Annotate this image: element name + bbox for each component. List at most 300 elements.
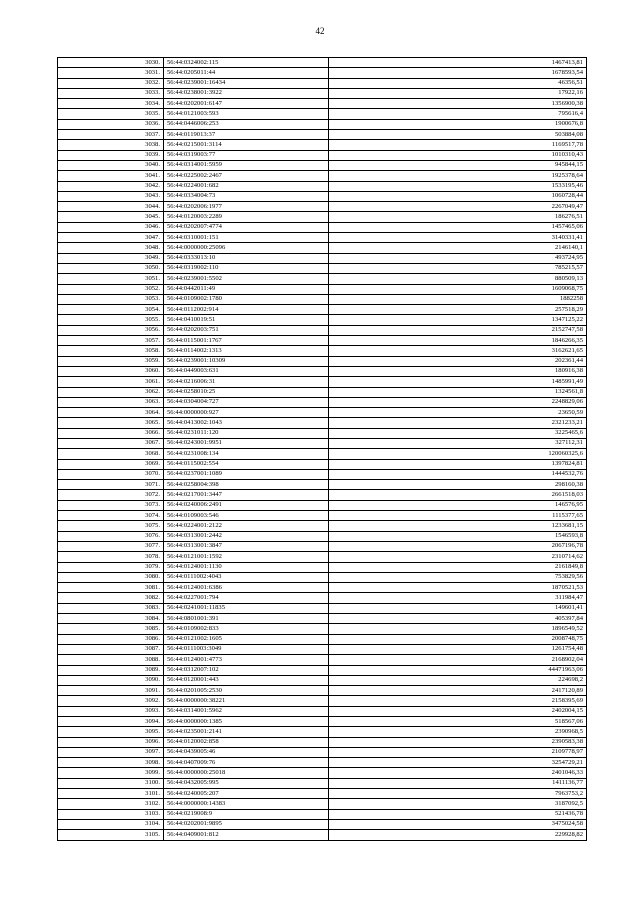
table-row [58, 778, 587, 788]
row-number-cell: 3092. [58, 696, 164, 706]
row-number-cell: 3094. [58, 717, 164, 727]
table-row [58, 346, 587, 356]
table-row [58, 521, 587, 531]
table-row [58, 305, 587, 315]
value-cell: 1115377,65 [329, 511, 587, 521]
value-cell: 3225465,6 [329, 428, 587, 438]
cadastral-number-cell: 56:44:0231008:134 [164, 449, 329, 459]
value-cell: 2401046,33 [329, 768, 587, 778]
value-cell: 753829,56 [329, 572, 587, 582]
row-number-cell: 3104. [58, 819, 164, 829]
row-number-cell: 3072. [58, 490, 164, 500]
row-number-cell: 3079. [58, 562, 164, 572]
value-cell: 229928,82 [329, 830, 587, 840]
table-row [58, 449, 587, 459]
value-cell: 1900676,8 [329, 119, 587, 129]
row-number-cell: 3082. [58, 593, 164, 603]
table-row [58, 696, 587, 706]
value-cell: 311984,47 [329, 593, 587, 603]
cadastral-number-cell: 56:44:0120001:443 [164, 675, 329, 685]
row-number-cell: 3039. [58, 150, 164, 160]
table-row [58, 68, 587, 78]
table-row [58, 717, 587, 727]
cadastral-number-cell: 56:44:0413002:1043 [164, 418, 329, 428]
cadastral-number-cell: 56:44:0219008:9 [164, 809, 329, 819]
value-cell: 17922,16 [329, 88, 587, 98]
table-row [58, 459, 587, 469]
value-cell: 1467413,81 [329, 58, 587, 68]
value-cell: 2310714,62 [329, 552, 587, 562]
row-number-cell: 3046. [58, 222, 164, 232]
value-cell: 3475024,58 [329, 819, 587, 829]
table-row [58, 294, 587, 304]
cadastral-number-cell: 56:44:0227001:794 [164, 593, 329, 603]
value-cell: 298160,38 [329, 480, 587, 490]
value-cell: 2161849,8 [329, 562, 587, 572]
cadastral-number-cell: 56:44:0111002:4043 [164, 572, 329, 582]
table-row [58, 160, 587, 170]
table-row [58, 819, 587, 829]
row-number-cell: 3103. [58, 809, 164, 819]
cadastral-number-cell: 56:44:0239001:5502 [164, 274, 329, 284]
value-cell: 224698,2 [329, 675, 587, 685]
row-number-cell: 3102. [58, 799, 164, 809]
cadastral-number-cell: 56:44:0201005:2530 [164, 686, 329, 696]
cadastral-number-cell: 56:44:0801001:391 [164, 614, 329, 624]
table-row [58, 274, 587, 284]
table-row [58, 583, 587, 593]
cadastral-number-cell: 56:44:0000000:25018 [164, 768, 329, 778]
table-row [58, 233, 587, 243]
table-row [58, 408, 587, 418]
cadastral-number-cell: 56:44:0202007:4774 [164, 222, 329, 232]
table-row [58, 675, 587, 685]
row-number-cell: 3063. [58, 397, 164, 407]
table-row [58, 109, 587, 119]
table-row [58, 356, 587, 366]
row-number-cell: 3032. [58, 78, 164, 88]
table-row [58, 284, 587, 294]
row-number-cell: 3083. [58, 603, 164, 613]
cadastral-number-cell: 56:44:0324002:115 [164, 58, 329, 68]
value-cell: 146576,95 [329, 500, 587, 510]
value-cell: 2417120,89 [329, 686, 587, 696]
cadastral-number-cell: 56:44:0231011:120 [164, 428, 329, 438]
cadastral-number-cell: 56:44:0235001:2141 [164, 727, 329, 737]
cadastral-number-cell: 56:44:0224001:2122 [164, 521, 329, 531]
table-row [58, 263, 587, 273]
cadastral-number-cell: 56:44:0304004:727 [164, 397, 329, 407]
value-cell: 1609068,75 [329, 284, 587, 294]
value-cell: 202361,44 [329, 356, 587, 366]
row-number-cell: 3068. [58, 449, 164, 459]
value-cell: 2321233,21 [329, 418, 587, 428]
table-row [58, 562, 587, 572]
table-row [58, 58, 587, 68]
cadastral-number-cell: 56:44:0314001:5962 [164, 706, 329, 716]
row-number-cell: 3052. [58, 284, 164, 294]
cadastral-number-cell: 56:44:0205011:44 [164, 68, 329, 78]
cadastral-number-cell: 56:44:0319002:110 [164, 263, 329, 273]
row-number-cell: 3041. [58, 171, 164, 181]
value-cell: 2390968,5 [329, 727, 587, 737]
table-row [58, 706, 587, 716]
value-cell: 493724,95 [329, 253, 587, 263]
cadastral-number-cell: 56:44:0409001:812 [164, 830, 329, 840]
table-row [58, 222, 587, 232]
cadastral-number-cell: 56:44:0124001:4773 [164, 655, 329, 665]
row-number-cell: 3096. [58, 737, 164, 747]
value-cell: 23650,59 [329, 408, 587, 418]
value-cell: 795616,4 [329, 109, 587, 119]
value-cell: 880509,13 [329, 274, 587, 284]
table-row [58, 212, 587, 222]
table-row [58, 119, 587, 129]
cadastral-number-cell: 56:44:0121002:1605 [164, 634, 329, 644]
value-cell: 327112,31 [329, 438, 587, 448]
value-cell: 521436,78 [329, 809, 587, 819]
table-row [58, 624, 587, 634]
table-row [58, 140, 587, 150]
value-cell: 44471963,06 [329, 665, 587, 675]
table-row [58, 253, 587, 263]
cadastral-number-cell: 56:44:0314001:5959 [164, 160, 329, 170]
cadastral-number-cell: 56:44:0112002:914 [164, 305, 329, 315]
table-row [58, 634, 587, 644]
row-number-cell: 3060. [58, 366, 164, 376]
table-row [58, 428, 587, 438]
table-row [58, 78, 587, 88]
row-number-cell: 3070. [58, 469, 164, 479]
row-number-cell: 3050. [58, 263, 164, 273]
value-cell: 1925378,64 [329, 171, 587, 181]
table-row [58, 655, 587, 665]
row-number-cell: 3087. [58, 644, 164, 654]
table-row [58, 541, 587, 551]
cadastral-number-cell: 56:44:0114002:1313 [164, 346, 329, 356]
row-number-cell: 3053. [58, 294, 164, 304]
value-cell: 1882258 [329, 294, 587, 304]
value-cell: 1233681,15 [329, 521, 587, 531]
cadastral-number-cell: 56:44:0124001:1130 [164, 562, 329, 572]
cadastral-number-cell: 56:44:0109002:833 [164, 624, 329, 634]
table-row [58, 799, 587, 809]
row-number-cell: 3097. [58, 747, 164, 757]
value-cell: 1010310,43 [329, 150, 587, 160]
cadastral-number-cell: 56:44:0312007:102 [164, 665, 329, 675]
table-row [58, 202, 587, 212]
value-cell: 2402004,15 [329, 706, 587, 716]
row-number-cell: 3055. [58, 315, 164, 325]
row-number-cell: 3075. [58, 521, 164, 531]
value-cell: 3140331,41 [329, 233, 587, 243]
value-cell: 1485991,49 [329, 377, 587, 387]
table-row [58, 397, 587, 407]
row-number-cell: 3035. [58, 109, 164, 119]
table-row [58, 603, 587, 613]
table-row [58, 315, 587, 325]
cadastral-number-cell: 56:44:0442011:49 [164, 284, 329, 294]
row-number-cell: 3098. [58, 758, 164, 768]
row-number-cell: 3095. [58, 727, 164, 737]
cadastral-number-cell: 56:44:0224001:682 [164, 181, 329, 191]
cadastral-number-cell: 56:44:0439005:46 [164, 747, 329, 757]
value-cell: 2248829,06 [329, 397, 587, 407]
row-number-cell: 3061. [58, 377, 164, 387]
cadastral-number-cell: 56:44:0115002:554 [164, 459, 329, 469]
row-number-cell: 3099. [58, 768, 164, 778]
row-number-cell: 3086. [58, 634, 164, 644]
row-number-cell: 3081. [58, 583, 164, 593]
table-row [58, 665, 587, 675]
value-cell: 1546593,8 [329, 531, 587, 541]
cadastral-number-cell: 56:44:0238001:3922 [164, 88, 329, 98]
table-row [58, 552, 587, 562]
value-cell: 785215,57 [329, 263, 587, 273]
value-cell: 1411136,77 [329, 778, 587, 788]
value-cell: 1846266,35 [329, 336, 587, 346]
cadastral-number-cell: 56:44:0310001:151 [164, 233, 329, 243]
row-number-cell: 3074. [58, 511, 164, 521]
row-number-cell: 3080. [58, 572, 164, 582]
table-row [58, 181, 587, 191]
cadastral-number-cell: 56:44:0121003:593 [164, 109, 329, 119]
value-cell: 149601,41 [329, 603, 587, 613]
cadastral-number-cell: 56:44:0410019:51 [164, 315, 329, 325]
table-row [58, 572, 587, 582]
table-row [58, 88, 587, 98]
table-row [58, 644, 587, 654]
table-row [58, 150, 587, 160]
value-cell: 1397824,81 [329, 459, 587, 469]
cadastral-number-cell: 56:44:0000000:1385 [164, 717, 329, 727]
row-number-cell: 3085. [58, 624, 164, 634]
row-number-cell: 3069. [58, 459, 164, 469]
table-row [58, 789, 587, 799]
table-body [58, 58, 587, 841]
cadastral-number-cell: 56:44:0124001:6386 [164, 583, 329, 593]
value-cell: 518567,06 [329, 717, 587, 727]
table-row [58, 737, 587, 747]
row-number-cell: 3054. [58, 305, 164, 315]
value-cell: 1444532,76 [329, 469, 587, 479]
table-row [58, 768, 587, 778]
cadastral-number-cell: 56:44:0000000:14383 [164, 799, 329, 809]
row-number-cell: 3038. [58, 140, 164, 150]
table-row [58, 336, 587, 346]
cadastral-number-cell: 56:44:0202006:1977 [164, 202, 329, 212]
value-cell: 2661518,03 [329, 490, 587, 500]
value-cell: 3162621,65 [329, 346, 587, 356]
value-cell: 945844,15 [329, 160, 587, 170]
row-number-cell: 3100. [58, 778, 164, 788]
table-row [58, 500, 587, 510]
row-number-cell: 3034. [58, 99, 164, 109]
cadastral-number-cell: 56:44:0111003:3049 [164, 644, 329, 654]
value-cell: 2067196,78 [329, 541, 587, 551]
value-cell: 1533195,46 [329, 181, 587, 191]
cadastral-number-cell: 56:44:0239001:16434 [164, 78, 329, 88]
table-row [58, 171, 587, 181]
value-cell: 3254729,21 [329, 758, 587, 768]
value-cell: 1356900,38 [329, 99, 587, 109]
value-cell: 2267049,47 [329, 202, 587, 212]
row-number-cell: 3036. [58, 119, 164, 129]
row-number-cell: 3084. [58, 614, 164, 624]
value-cell: 1261754,48 [329, 644, 587, 654]
cadastral-number-cell: 56:44:0000000:38221 [164, 696, 329, 706]
table-row [58, 758, 587, 768]
table-row [58, 387, 587, 397]
cadastral-number-cell: 56:44:0216006:31 [164, 377, 329, 387]
cadastral-number-cell: 56:44:0334004:73 [164, 191, 329, 201]
cadastral-value-table [57, 57, 587, 841]
value-cell: 1060728,44 [329, 191, 587, 201]
cadastral-number-cell: 56:44:0243001:9951 [164, 438, 329, 448]
table-row [58, 511, 587, 521]
cadastral-number-cell: 56:44:0432005:995 [164, 778, 329, 788]
cadastral-number-cell: 56:44:0120002:858 [164, 737, 329, 747]
cadastral-number-cell: 56:44:0319003:77 [164, 150, 329, 160]
table-row [58, 809, 587, 819]
value-cell: 257518,29 [329, 305, 587, 315]
cadastral-number-cell: 56:44:0202001:9895 [164, 819, 329, 829]
row-number-cell: 3066. [58, 428, 164, 438]
row-number-cell: 3076. [58, 531, 164, 541]
row-number-cell: 3090. [58, 675, 164, 685]
row-number-cell: 3031. [58, 68, 164, 78]
row-number-cell: 3040. [58, 160, 164, 170]
table-row [58, 99, 587, 109]
row-number-cell: 3043. [58, 191, 164, 201]
value-cell: 1870521,53 [329, 583, 587, 593]
row-number-cell: 3057. [58, 336, 164, 346]
table-row [58, 418, 587, 428]
row-number-cell: 3071. [58, 480, 164, 490]
value-cell: 2390583,38 [329, 737, 587, 747]
page-number: 42 [315, 26, 325, 36]
cadastral-number-cell: 56:44:0449003:631 [164, 366, 329, 376]
cadastral-number-cell: 56:44:0225002:2467 [164, 171, 329, 181]
cadastral-number-cell: 56:44:0239001:10309 [164, 356, 329, 366]
value-cell: 2168902,04 [329, 655, 587, 665]
cadastral-number-cell: 56:44:0109003:546 [164, 511, 329, 521]
row-number-cell: 3101. [58, 789, 164, 799]
value-cell: 503884,08 [329, 130, 587, 140]
table-row [58, 325, 587, 335]
table-row [58, 480, 587, 490]
cadastral-number-cell: 56:44:0000000:927 [164, 408, 329, 418]
cadastral-number-cell: 56:44:0202001:6147 [164, 99, 329, 109]
value-cell: 2158395,69 [329, 696, 587, 706]
cadastral-number-cell: 56:44:0313001:2442 [164, 531, 329, 541]
cadastral-number-cell: 56:44:0120003:2289 [164, 212, 329, 222]
row-number-cell: 3088. [58, 655, 164, 665]
cadastral-number-cell: 56:44:0446006:253 [164, 119, 329, 129]
value-cell: 2008748,75 [329, 634, 587, 644]
row-number-cell: 3042. [58, 181, 164, 191]
row-number-cell: 3062. [58, 387, 164, 397]
table-row [58, 377, 587, 387]
value-cell: 1347125,22 [329, 315, 587, 325]
value-cell: 1896549,52 [329, 624, 587, 634]
table-row [58, 243, 587, 253]
value-cell: 46356,51 [329, 78, 587, 88]
cadastral-number-cell: 56:44:0240006:2491 [164, 500, 329, 510]
row-number-cell: 3058. [58, 346, 164, 356]
cadastral-number-cell: 56:44:0109002:1780 [164, 294, 329, 304]
row-number-cell: 3044. [58, 202, 164, 212]
row-number-cell: 3049. [58, 253, 164, 263]
cadastral-number-cell: 56:44:0115001:1767 [164, 336, 329, 346]
cadastral-number-cell: 56:44:0000000:25096 [164, 243, 329, 253]
row-number-cell: 3033. [58, 88, 164, 98]
row-number-cell: 3056. [58, 325, 164, 335]
cadastral-number-cell: 56:44:0333013:10 [164, 253, 329, 263]
row-number-cell: 3037. [58, 130, 164, 140]
row-number-cell: 3073. [58, 500, 164, 510]
table-row [58, 130, 587, 140]
value-cell: 2152747,58 [329, 325, 587, 335]
cadastral-number-cell: 56:44:0215001:3114 [164, 140, 329, 150]
value-cell: 1169517,78 [329, 140, 587, 150]
table-row [58, 531, 587, 541]
table-row [58, 366, 587, 376]
table-row [58, 747, 587, 757]
table-row [58, 614, 587, 624]
table-row [58, 191, 587, 201]
cadastral-number-cell: 56:44:0258004:398 [164, 480, 329, 490]
table-row [58, 686, 587, 696]
row-number-cell: 3067. [58, 438, 164, 448]
cadastral-number-cell: 56:44:0119013:37 [164, 130, 329, 140]
value-cell: 2109778,97 [329, 747, 587, 757]
table-row [58, 490, 587, 500]
table-row [58, 727, 587, 737]
value-cell: 3187092,5 [329, 799, 587, 809]
value-cell: 1324561,8 [329, 387, 587, 397]
row-number-cell: 3089. [58, 665, 164, 675]
table-row [58, 438, 587, 448]
cadastral-number-cell: 56:44:0241001:11835 [164, 603, 329, 613]
row-number-cell: 3045. [58, 212, 164, 222]
value-cell: 405397,84 [329, 614, 587, 624]
cadastral-number-cell: 56:44:0217001:3447 [164, 490, 329, 500]
row-number-cell: 3091. [58, 686, 164, 696]
row-number-cell: 3105. [58, 830, 164, 840]
row-number-cell: 3048. [58, 243, 164, 253]
row-number-cell: 3065. [58, 418, 164, 428]
cadastral-number-cell: 56:44:0407009:76 [164, 758, 329, 768]
table-row [58, 593, 587, 603]
row-number-cell: 3051. [58, 274, 164, 284]
table-row [58, 469, 587, 479]
value-cell: 1457465,06 [329, 222, 587, 232]
cadastral-number-cell: 56:44:0121001:1592 [164, 552, 329, 562]
row-number-cell: 3030. [58, 58, 164, 68]
cadastral-number-cell: 56:44:0313001:3847 [164, 541, 329, 551]
cadastral-number-cell: 56:44:0237001:1089 [164, 469, 329, 479]
row-number-cell: 3078. [58, 552, 164, 562]
row-number-cell: 3064. [58, 408, 164, 418]
value-cell: 186276,51 [329, 212, 587, 222]
cadastral-number-cell: 56:44:0202003:751 [164, 325, 329, 335]
cadastral-number-cell: 56:44:0258010:25 [164, 387, 329, 397]
cadastral-number-cell: 56:44:0240005:207 [164, 789, 329, 799]
value-cell: 180916,38 [329, 366, 587, 376]
value-cell: 1678593,54 [329, 68, 587, 78]
value-cell: 2146140,1 [329, 243, 587, 253]
